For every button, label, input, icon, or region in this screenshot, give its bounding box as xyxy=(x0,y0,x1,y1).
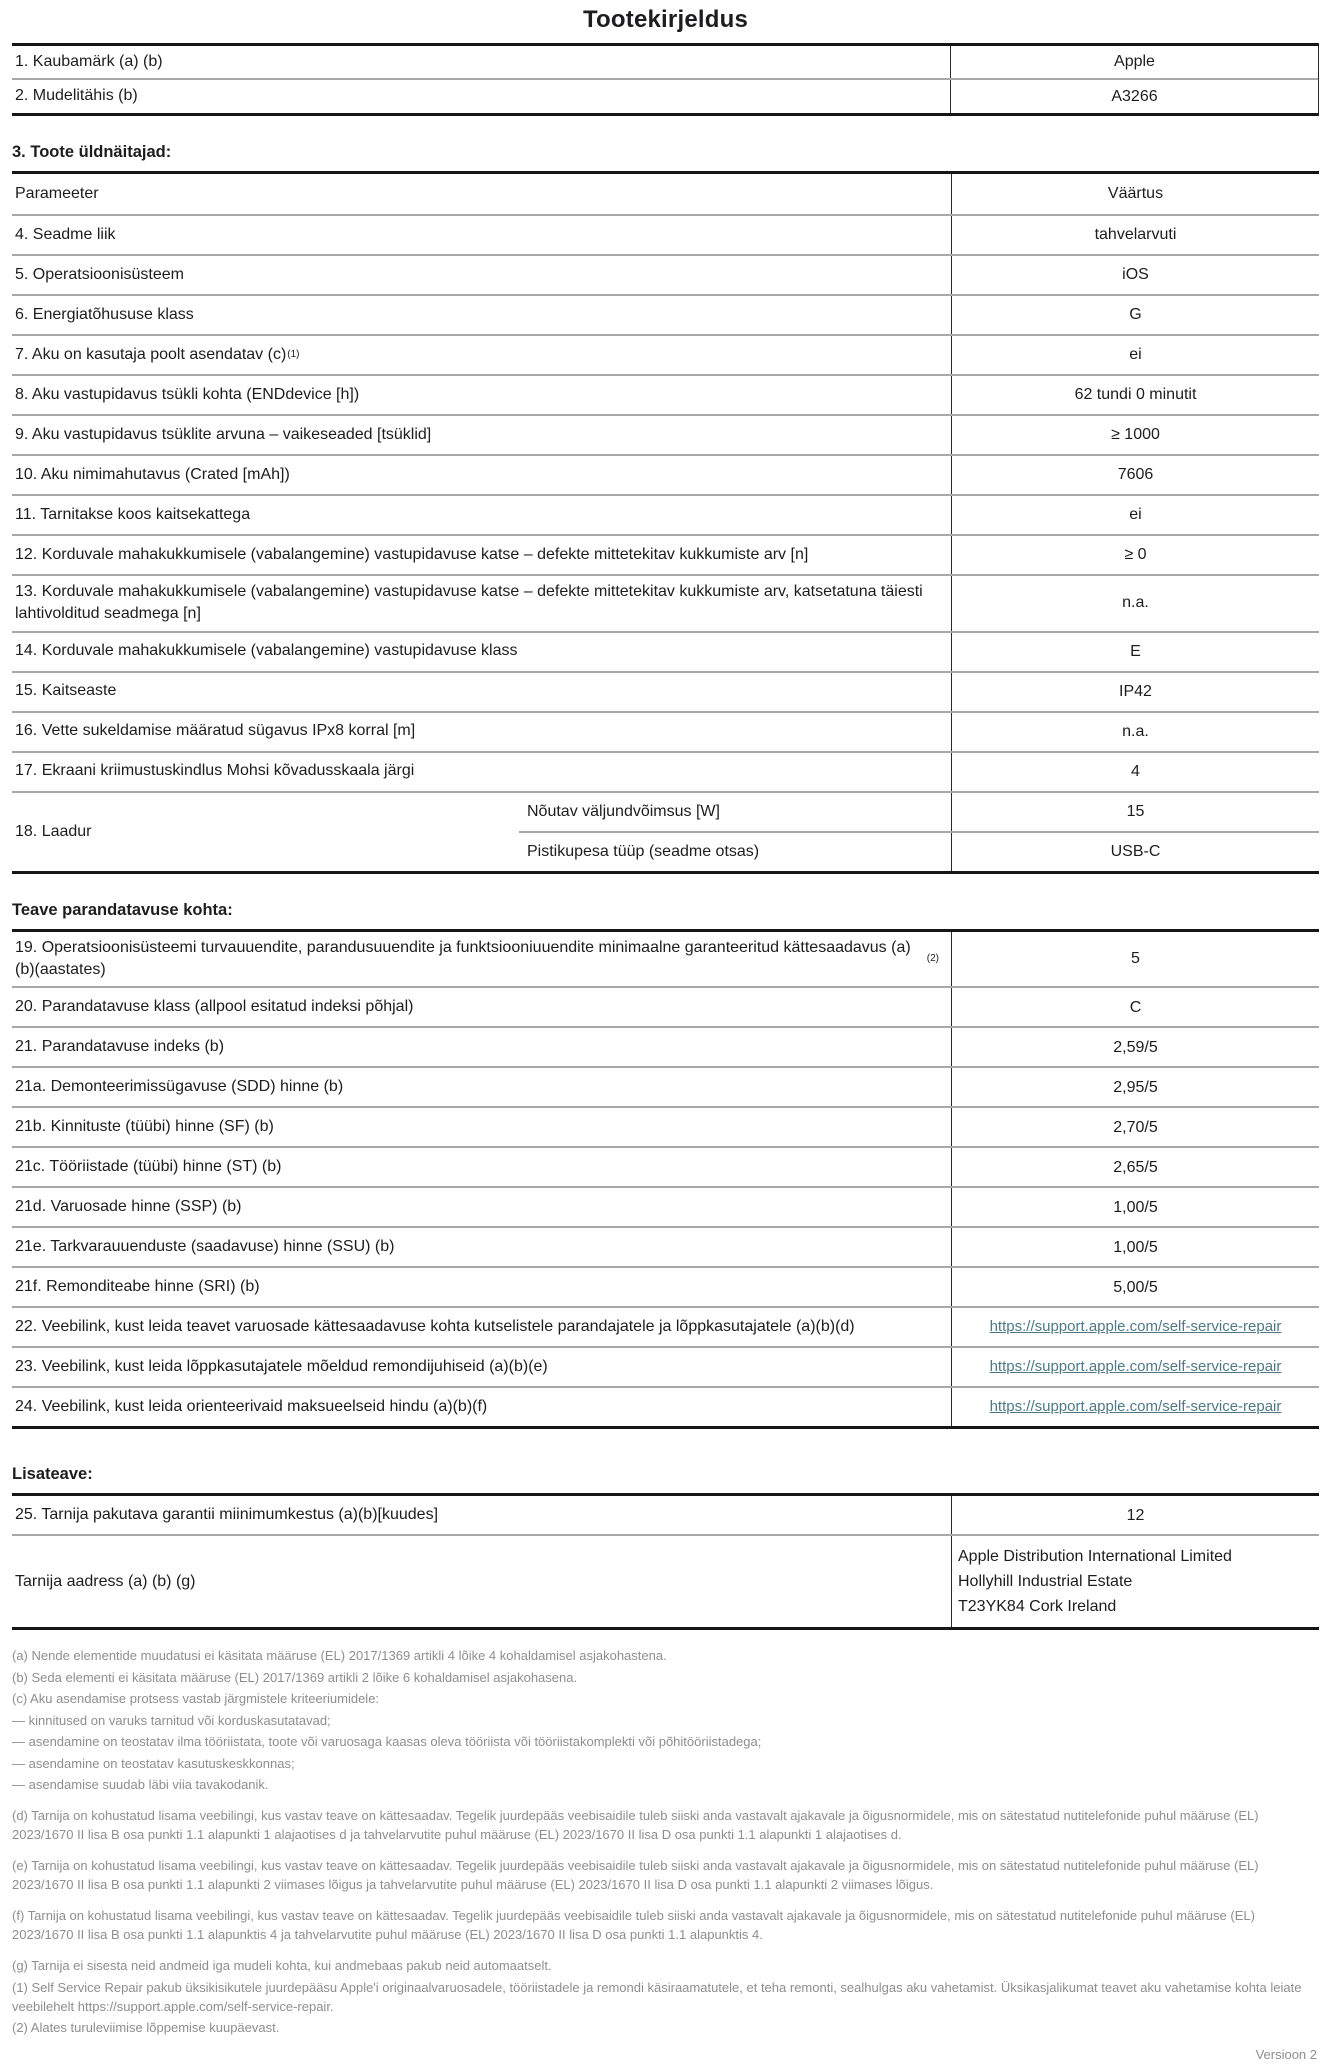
table-row xyxy=(12,1106,1319,1146)
parameter-label: 21. Parandatavuse indeks (b) xyxy=(15,1038,225,1056)
table-row xyxy=(12,631,1319,671)
footnote-c-item: — asendamine on teostatav ilma tööriistata, toote või varuosaga kaasas oleva tööriista või tööriistakomplekti või põhitööriistadega; xyxy=(12,1734,762,1750)
table-row xyxy=(12,414,1319,454)
table-row xyxy=(12,751,1319,791)
parameter-label: 15. Kaitseaste xyxy=(15,682,117,700)
repairability-table xyxy=(12,929,1319,1430)
parameter-label: 24. Veebilink, kust leida orienteerivaid maksueelseid hindu (a)(b)(f) xyxy=(15,1398,488,1416)
parameter-label: 11. Tarnitakse koos kaitsekattega xyxy=(15,505,251,523)
table-row xyxy=(12,1186,1319,1226)
parameter-value: 2,65/5 xyxy=(951,1148,1319,1186)
parameter-value: 4 xyxy=(951,753,1319,791)
parameter-label: 7. Aku on kasutaja poolt asendatav (c) (1) xyxy=(12,336,951,374)
parameter-value: 7606 xyxy=(951,456,1319,494)
table-row xyxy=(12,574,1319,631)
footnote-f: (f) Tarnija on kohustatud lisama veebilingi, kus vastav teave on kättesaadav. Tegelik juurdepääs veebisaidile tuleb siiski anda vastavalt ajakavale ja õigusnormidele, mis on sätestatud nutitelefonide puhul määruse (EL) 2023/1670 II lisa B osa punkti 1.1 alapunktis 4 ja tahvelarvutite puhul määruse (EL) 2023/1670 II lisa D osa punkti 1.1 alapunktis 4. xyxy=(12,1908,1255,1943)
version-label: Versioon 2 xyxy=(1255,2047,1317,2063)
address-line: Apple Distribution International Limited xyxy=(958,1548,1232,1566)
table-row xyxy=(12,254,1319,294)
table-row xyxy=(12,334,1319,374)
footnotes-section xyxy=(12,1646,1319,2064)
table-row xyxy=(12,294,1319,334)
table-row xyxy=(12,1496,1319,1534)
table-row xyxy=(12,1226,1319,1266)
parameter-value: ≥ 1000 xyxy=(951,416,1319,454)
table-header-row xyxy=(12,174,1319,214)
parameter-value: 2,59/5 xyxy=(951,1028,1319,1066)
table-row xyxy=(12,78,1318,112)
parameter-value: 12 xyxy=(951,1496,1319,1534)
charger-subtable xyxy=(519,793,1319,871)
table-row xyxy=(12,374,1319,414)
parameter-label: 5. Operatsioonisüsteem xyxy=(15,265,184,283)
parameter-value: 1,00/5 xyxy=(951,1228,1319,1266)
parameter-value: ei xyxy=(951,336,1319,374)
self-service-repair-link[interactable]: https://support.apple.com/self-service-repair xyxy=(989,1358,1282,1376)
charger-row xyxy=(12,791,1319,871)
parameter-label: 14. Korduvale mahakukkumisele (vabalangemine) vastupidavuse klass xyxy=(15,642,518,660)
footnote-c-item: — kinnitused on varuks tarnitud või korduskasutatavad; xyxy=(12,1712,331,1728)
table-row xyxy=(12,1266,1319,1306)
footnote-d: (d) Tarnija on kohustatud lisama veebilingi, kus vastav teave on kättesaadav. Tegelik juurdepääs veebisaidile tuleb siiski anda vastavalt ajakavale ja õigusnormidele, mis on sätestatud nutitelefonide puhul määruse (EL) 2023/1670 II lisa B osa punkti 1.1 alapunkti 1 alajaotises d ja tahvelarvutite puhul määruse (EL) 2023/1670 II lisa D osa punkti 1.1 alapunkti 1 alajaotises d. xyxy=(12,1808,1259,1843)
table-row xyxy=(12,1066,1319,1106)
parameter-value: n.a. xyxy=(951,576,1319,631)
parameter-label: Nõutav väljundvõimsus [W] xyxy=(527,802,720,820)
parameter-label: 21b. Kinnituste (tüübi) hinne (SF) (b) xyxy=(15,1118,274,1136)
parameter-label: 10. Aku nimimahutavus (Crated [mAh]) xyxy=(15,465,290,483)
table-row xyxy=(12,671,1319,711)
parameter-label: 9. Aku vastupidavus tsüklite arvuna – vaikeseaded [tsüklid] xyxy=(15,425,432,443)
parameter-label: 25. Tarnija pakutava garantii miinimumkestus (a)(b)[kuudes] xyxy=(15,1506,439,1524)
parameter-label: 2. Mudelitähis (b) xyxy=(15,87,138,105)
table-row xyxy=(12,454,1319,494)
supplier-address xyxy=(951,1536,1319,1627)
footnote-b: (b) Seda elementi ei käsitata määruse (EL) 2017/1369 artikli 2 lõike 6 kohaldamisel asjakohasena. xyxy=(12,1669,578,1685)
table-row xyxy=(519,793,1319,831)
parameter-value: 15 xyxy=(951,793,1319,831)
parameter-value: C xyxy=(951,988,1319,1026)
table-row xyxy=(12,1146,1319,1186)
parameter-value: A3266 xyxy=(950,80,1318,112)
parameter-value xyxy=(951,1388,1319,1426)
parameter-label: 21a. Demonteerimissügavuse (SDD) hinne (b) xyxy=(15,1078,344,1096)
table-row xyxy=(12,1026,1319,1066)
parameter-label: Pistikupesa tüüp (seadme otsas) xyxy=(527,842,760,860)
footnote-a: (a) Nende elementide muudatusi ei käsitata määruse (EL) 2017/1369 artikli 4 lõike 4 kohaldamisel asjakohastena. xyxy=(12,1648,667,1664)
parameter-label: 6. Energiatõhususe klass xyxy=(15,305,194,323)
parameter-label: 20. Parandatavuse klass (allpool esitatud indeksi põhjal) xyxy=(15,998,414,1016)
parameter-value: ei xyxy=(951,496,1319,534)
parameter-value: 5,00/5 xyxy=(951,1268,1319,1306)
parameter-label: 21f. Remonditeabe hinne (SRI) (b) xyxy=(15,1278,260,1296)
table-row xyxy=(12,1306,1319,1346)
footnote-2: (2) Alates turuleviimise lõppemise kuupäevast. xyxy=(12,2020,280,2036)
parameter-value: iOS xyxy=(951,256,1319,294)
footnote-g: (g) Tarnija ei sisesta neid andmeid iga mudeli kohta, kui andmebaas pakub neid automaatselt. xyxy=(12,1958,552,1974)
parameter-value: 2,95/5 xyxy=(951,1068,1319,1106)
footnote-c-item: — asendamise suudab läbi viia tavakodanik. xyxy=(12,1777,269,1793)
parameter-label: 17. Ekraani kriimustuskindlus Mohsi kõvadusskaala järgi xyxy=(15,762,415,780)
table-row xyxy=(12,932,1319,987)
parameter-label: 16. Vette sukeldamise määratud sügavus IPx8 korral [m] xyxy=(15,722,416,740)
parameter-label: 13. Korduvale mahakukkumisele (vabalangemine) vastupidavuse katse – defekte mittetekitav kukkumiste arv, katsetatuna täiesti lahtivolditud seadmega [n] xyxy=(15,582,923,623)
parameter-value xyxy=(951,1308,1319,1346)
footnote-c: (c) Aku asendamise protsess vastab järgmistele kriteeriumidele: xyxy=(12,1691,380,1707)
parameter-value: 2,70/5 xyxy=(951,1108,1319,1146)
parameter-value: 5 xyxy=(951,932,1319,987)
parameter-value: USB-C xyxy=(951,833,1319,871)
parameter-label: Tarnija aadress (a) (b) (g) xyxy=(15,1572,196,1590)
parameter-label: 12. Korduvale mahakukkumisele (vabalangemine) vastupidavuse katse – defekte mittetekitav kukkumiste arv [n] xyxy=(15,545,809,563)
additional-table xyxy=(12,1493,1319,1630)
column-header-parameter: Parameeter xyxy=(15,184,99,202)
footnote-e: (e) Tarnija on kohustatud lisama veebilingi, kus vastav teave on kättesaadav. Tegelik juurdepääs veebisaidile tuleb siiski anda vastavalt ajakavale ja õigusnormidele, mis on sätestatud nutitelefonide puhul määruse (EL) 2023/1670 II lisa B osa punkti 1.1 alapunkti 2 viimases lõigus ja tahvelarvutite puhul määruse (EL) 2023/1670 II lisa D osa punkti 1.1 alapunkti 2 viimases lõigus. xyxy=(12,1858,1259,1893)
general-table xyxy=(12,171,1319,874)
parameter-value: tahvelarvuti xyxy=(951,216,1319,254)
table-row xyxy=(12,711,1319,751)
parameter-label: 4. Seadme liik xyxy=(15,225,116,243)
parameter-value: G xyxy=(951,296,1319,334)
parameter-label: 22. Veebilink, kust leida teavet varuosade kättesaadavuse kohta kutselistele parandajatele ja lõppkasutajatele (a)(b)(d) xyxy=(15,1318,855,1336)
table-row xyxy=(12,1346,1319,1386)
self-service-repair-link[interactable]: https://support.apple.com/self-service-repair xyxy=(989,1398,1282,1416)
parameter-value: E xyxy=(951,633,1319,671)
footnote-c-item: — asendamine on teostatav kasutuskeskkonnas; xyxy=(12,1755,295,1771)
table-row xyxy=(12,494,1319,534)
document-title: Tootekirjeldus xyxy=(582,6,749,33)
table-row xyxy=(12,46,1318,78)
supplier-address-row xyxy=(12,1534,1319,1627)
parameter-label: 23. Veebilink, kust leida lõppkasutajatele mõeldud remondijuhiseid (a)(b)(e) xyxy=(15,1358,548,1376)
parameter-label: 18. Laadur xyxy=(15,822,92,840)
address-line: T23YK84 Cork Ireland xyxy=(958,1598,1117,1616)
section-heading-general: 3. Toote üldnäitajad: xyxy=(12,142,172,161)
parameter-label-text: 19. Operatsioonisüsteemi turvauuendite, parandusuuendite ja funktsiooniuuendite minimaalne garanteeritud kättesaadavus (a)(b)(aastates) xyxy=(15,938,911,978)
parameter-value: Apple xyxy=(950,46,1318,78)
parameter-value: 62 tundi 0 minutit xyxy=(951,376,1319,414)
table-row xyxy=(12,986,1319,1026)
parameter-value: n.a. xyxy=(951,713,1319,751)
table-row xyxy=(12,214,1319,254)
section-heading-additional: Lisateave: xyxy=(12,1465,93,1484)
parameter-label: 19. Operatsioonisüsteemi turvauuendite, parandusuuendite ja funktsiooniuuendite minimaalne garanteeritud kättesaadavus (a)(b)(aastates) (2) xyxy=(12,932,951,987)
column-header-value: Väärtus xyxy=(951,174,1319,214)
parameter-value xyxy=(951,1348,1319,1386)
parameter-label: 8. Aku vastupidavus tsükli kohta (ENDdevice [h]) xyxy=(15,385,360,403)
parameter-label: 1. Kaubamärk (a) (b) xyxy=(15,53,163,70)
table-row xyxy=(12,1386,1319,1426)
identity-table xyxy=(12,43,1319,116)
table-row xyxy=(519,831,1319,871)
parameter-value: ≥ 0 xyxy=(951,536,1319,574)
parameter-label: 21d. Varuosade hinne (SSP) (b) xyxy=(15,1198,242,1216)
parameter-label: 21e. Tarkvarauuenduste (saadavuse) hinne (SSU) (b) xyxy=(15,1238,395,1256)
parameter-value: 1,00/5 xyxy=(951,1188,1319,1226)
footnote-1: (1) Self Service Repair pakub üksikisikutele juurdepääsu Apple'i originaalvaruosadele, tööriistadele ja remondi käsiraamatutele, et teha remonti, sealhulgas aku vahetamist. Üksikasjalikumat teavet aku vahetamise kohta leiate veebilehelt https://support.apple.com/self-service-repair. xyxy=(12,1979,1302,2014)
parameter-label: 21c. Tööriistade (tüübi) hinne (ST) (b) xyxy=(15,1158,282,1176)
parameter-label-text: 7. Aku on kasutaja poolt asendatav (c) xyxy=(15,345,287,363)
section-heading-repairability: Teave parandatavuse kohta: xyxy=(12,900,233,919)
address-line: Hollyhill Industrial Estate xyxy=(958,1573,1133,1591)
table-row xyxy=(12,534,1319,574)
self-service-repair-link[interactable]: https://support.apple.com/self-service-repair xyxy=(989,1318,1282,1336)
parameter-value: IP42 xyxy=(951,673,1319,711)
